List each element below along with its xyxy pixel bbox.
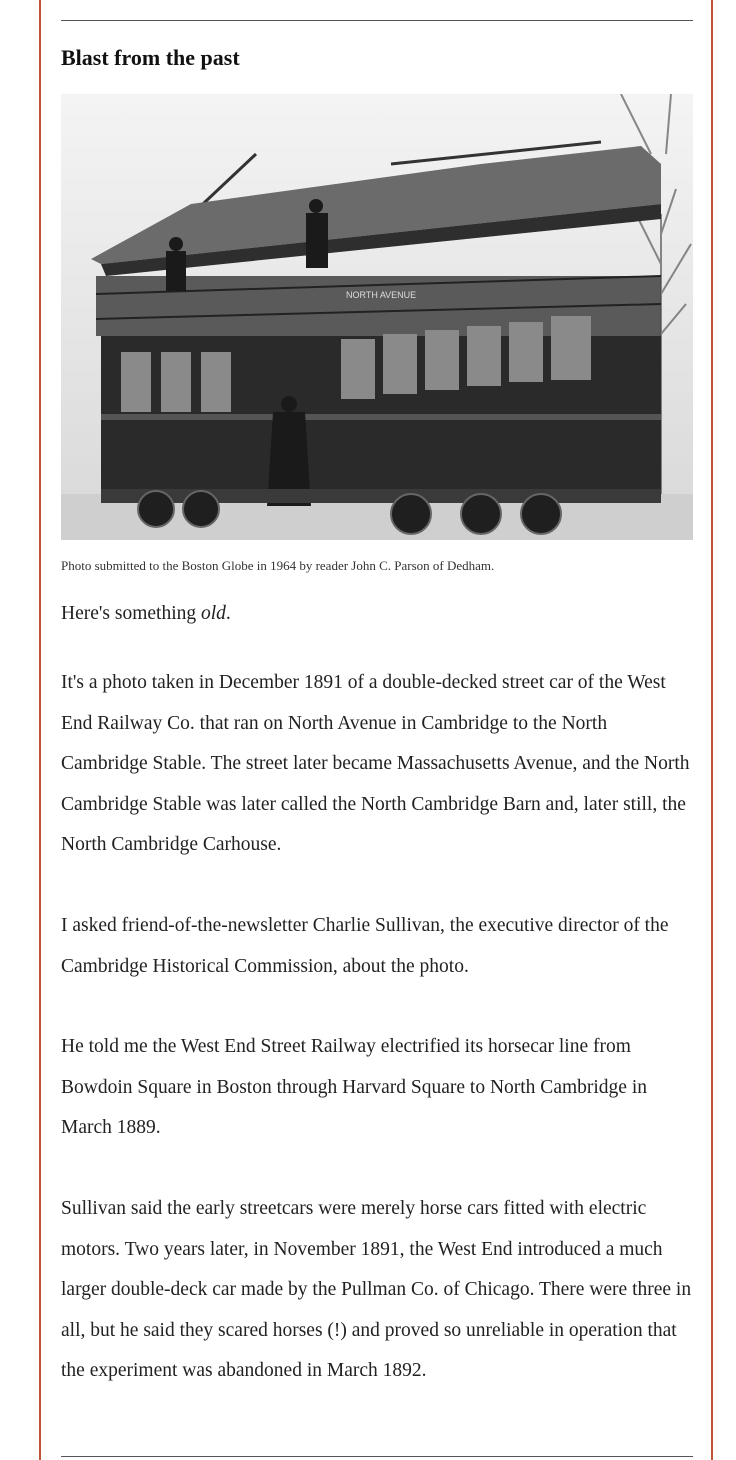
top-divider	[61, 20, 693, 21]
intro-emphasis: old	[201, 603, 226, 624]
intro-paragraph	[61, 594, 693, 635]
article-paragraph-3: He told me the West End Street Railway electrified its horsecar line from Bowdoin Square in Boston through Harvard Square to North Cambridge in March 1889.	[61, 1036, 647, 1138]
article-paragraph-4: Sullivan said the early streetcars were merely horse cars fitted with electric motors. Two years later, in November 1891, the West End introduced a much larger double-deck car made by the Pullman Co. of Chicago. There were three in all, but he said they scared horses (!) and proved so unreliable in operation that the experiment was abandoned in March 1892.	[61, 1198, 692, 1381]
article-paragraph-2: I asked friend-of-the-newsletter Charlie Sullivan, the executive director of the Cambridge Historical Commission, about the photo.	[61, 915, 669, 977]
article-paragraph-1: It's a photo taken in December 1891 of a double-decked street car of the West End Railway Co. that ran on North Avenue in Cambridge to the North Cambridge Stable. The street later became Massachusetts Avenue, and the North Cambridge Stable was later called the North Cambridge Barn and, later still, the North Cambridge Carhouse.	[61, 672, 690, 855]
photo-sign-text: NORTH AVENUE	[346, 290, 417, 300]
streetcar-photo	[61, 94, 693, 540]
intro-prefix: Here's something	[61, 603, 201, 624]
section-title: Blast from the past	[61, 45, 240, 70]
bottom-divider	[61, 1456, 693, 1457]
intro-suffix: .	[225, 603, 231, 624]
photo-caption: Photo submitted to the Boston Globe in 1964 by reader John C. Parson of Dedham.	[61, 558, 495, 573]
